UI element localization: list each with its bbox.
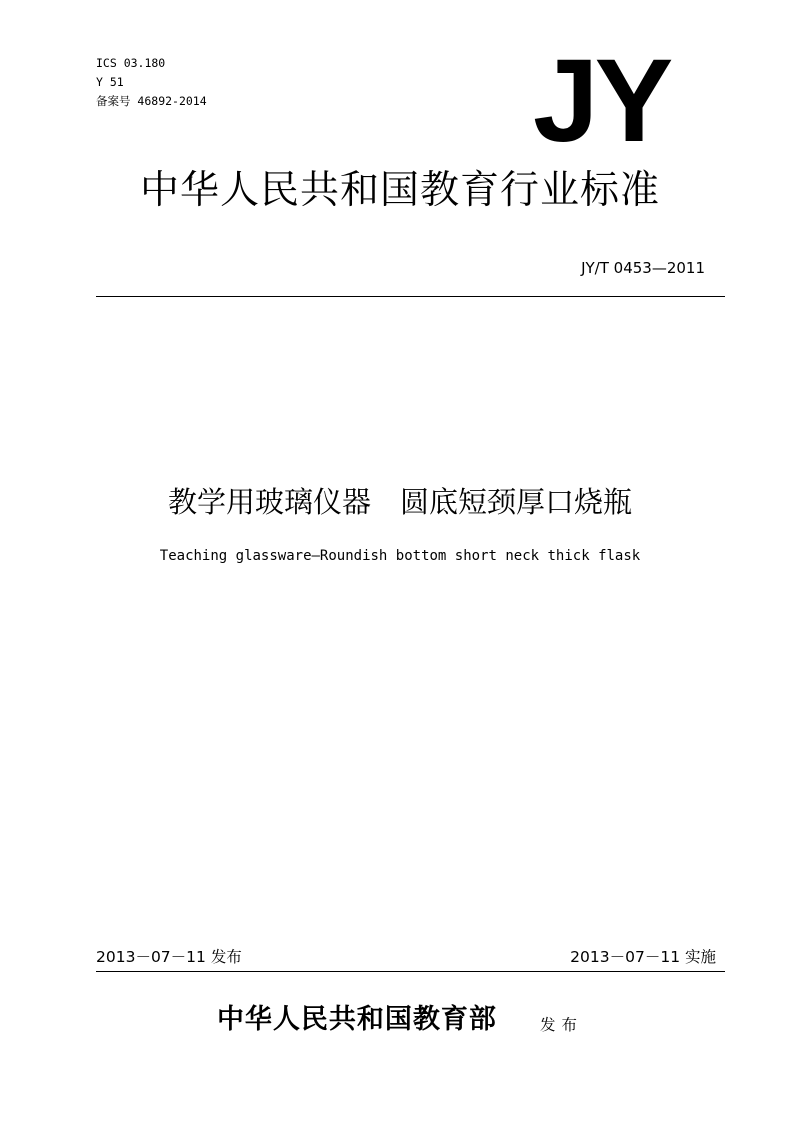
standard-number: JY/T 0453—2011 xyxy=(581,259,705,277)
header-divider xyxy=(96,296,725,297)
issuer-name: 中华人民共和国教育部 xyxy=(216,1004,497,1035)
classification-block xyxy=(96,54,207,111)
issue-date: 2013－07－11 发布 xyxy=(96,948,242,966)
footer-divider xyxy=(96,971,725,972)
document-title-chinese: 教学用玻璃仪器 圆底短颈厚口烧瓶 xyxy=(167,485,632,519)
jy-logo: JY xyxy=(533,35,670,167)
ics-code: ICS 03.180 xyxy=(96,56,166,70)
category-code: Y 51 xyxy=(96,75,124,89)
document-title-english: Teaching glassware—Roundish bottom short neck thick flask xyxy=(159,548,641,564)
standard-title: 中华人民共和国教育行业标准 xyxy=(139,168,660,213)
issuer-action: 发布 xyxy=(540,1015,584,1034)
filing-number: 备案号 46892-2014 xyxy=(96,94,207,108)
issuer-row xyxy=(0,1000,800,1040)
effective-date: 2013－07－11 实施 xyxy=(570,948,716,966)
